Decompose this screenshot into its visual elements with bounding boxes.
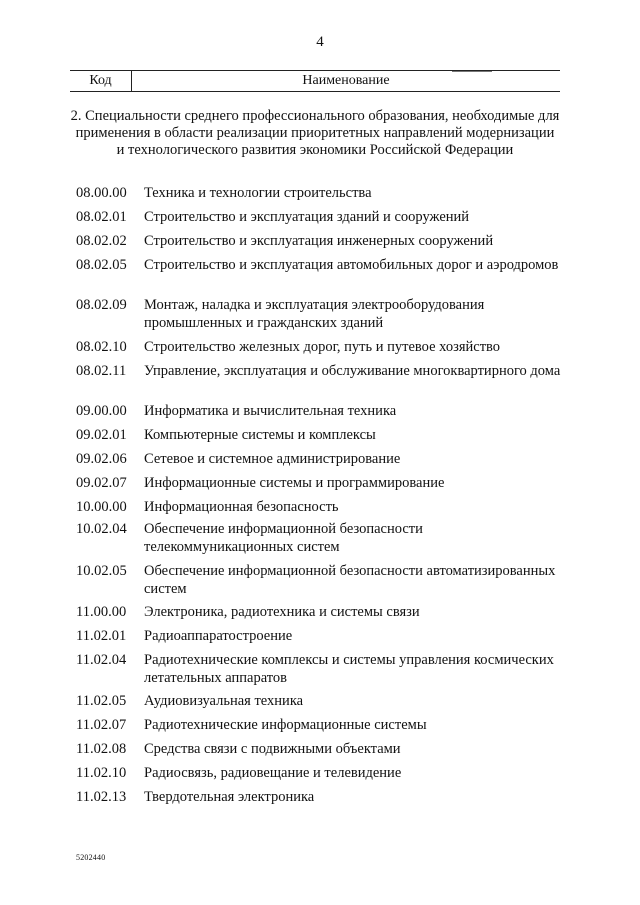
specialty-name: Строительство железных дорог, путь и путевое хозяйство	[144, 339, 501, 355]
specialty-code: 11.02.04	[76, 652, 127, 668]
specialty-name: Компьютерные системы и комплексы	[144, 427, 376, 443]
specialty-name: Сетевое и системное администрирование	[144, 451, 401, 467]
specialty-code: 08.02.05	[76, 257, 127, 273]
specialty-code: 10.02.05	[76, 563, 127, 579]
specialty-code: 10.02.04	[76, 521, 127, 537]
specialty-code: 11.02.05	[76, 693, 127, 709]
specialty-code: 11.02.08	[76, 741, 127, 757]
specialty-name: Радиотехнические комплексы и системы управления космических летательных аппаратов	[144, 652, 554, 686]
specialty-name: Средства связи с подвижными объектами	[144, 741, 401, 757]
specialty-name: Информатика и вычислительная техника	[144, 403, 397, 419]
specialty-code: 10.00.00	[76, 499, 127, 515]
specialty-name: Радиосвязь, радиовещание и телевидение	[144, 765, 402, 781]
specialty-name: Обеспечение информационной безопасности автоматизированных систем	[144, 563, 556, 597]
specialty-name: Техника и технологии строительства	[144, 185, 372, 201]
specialty-code: 11.02.01	[76, 628, 127, 644]
specialty-code: 11.02.13	[76, 789, 127, 805]
specialty-code: 09.02.01	[76, 427, 127, 443]
name-column-header: Наименование	[302, 73, 390, 88]
page-number: 4	[316, 34, 324, 50]
specialty-name: Радиоаппаратостроение	[144, 628, 293, 644]
specialty-name: Строительство и эксплуатация автомобильных дорог и аэродромов	[144, 257, 559, 273]
specialty-name: Информационная безопасность	[144, 499, 339, 515]
specialty-code: 08.02.02	[76, 233, 127, 249]
specialty-code: 08.02.10	[76, 339, 127, 355]
specialty-name: Аудиовизуальная техника	[144, 693, 304, 709]
specialty-name: Твердотельная электроника	[144, 789, 315, 805]
specialty-code: 09.00.00	[76, 403, 127, 419]
document-id: 5202440	[76, 853, 106, 862]
specialty-name: Монтаж, наладка и эксплуатация электрооборудования промышленных и гражданских зданий	[144, 297, 485, 331]
specialty-code: 11.00.00	[76, 604, 127, 620]
specialty-code: 08.00.00	[76, 185, 127, 201]
specialty-name: Электроника, радиотехника и системы связи	[144, 604, 420, 620]
specialty-name: Управление, эксплуатация и обслуживание многоквартирного дома	[144, 363, 561, 379]
specialty-name: Обеспечение информационной безопасности телекоммуникационных систем	[144, 521, 423, 555]
specialty-code: 09.02.07	[76, 475, 127, 491]
specialty-code: 11.02.07	[76, 717, 127, 733]
specialty-code: 09.02.06	[76, 451, 127, 467]
specialty-code: 08.02.09	[76, 297, 127, 313]
specialty-name: Строительство и эксплуатация зданий и сооружений	[144, 209, 470, 225]
specialty-name: Радиотехнические информационные системы	[144, 717, 427, 733]
specialty-name: Строительство и эксплуатация инженерных сооружений	[144, 233, 494, 249]
specialty-code: 08.02.11	[76, 363, 127, 379]
code-column-header: Код	[89, 73, 112, 88]
specialty-name: Информационные системы и программирование	[144, 475, 445, 491]
specialty-code: 11.02.10	[76, 765, 127, 781]
specialty-code: 08.02.01	[76, 209, 127, 225]
scan-artifact-line	[452, 71, 492, 72]
section-title: 2. Специальности среднего профессионального образования, необходимые для применения в области реализации приоритетных направлений модернизации и технологического развития экономики Российской Федерации	[70, 108, 560, 158]
table-header	[70, 70, 560, 92]
